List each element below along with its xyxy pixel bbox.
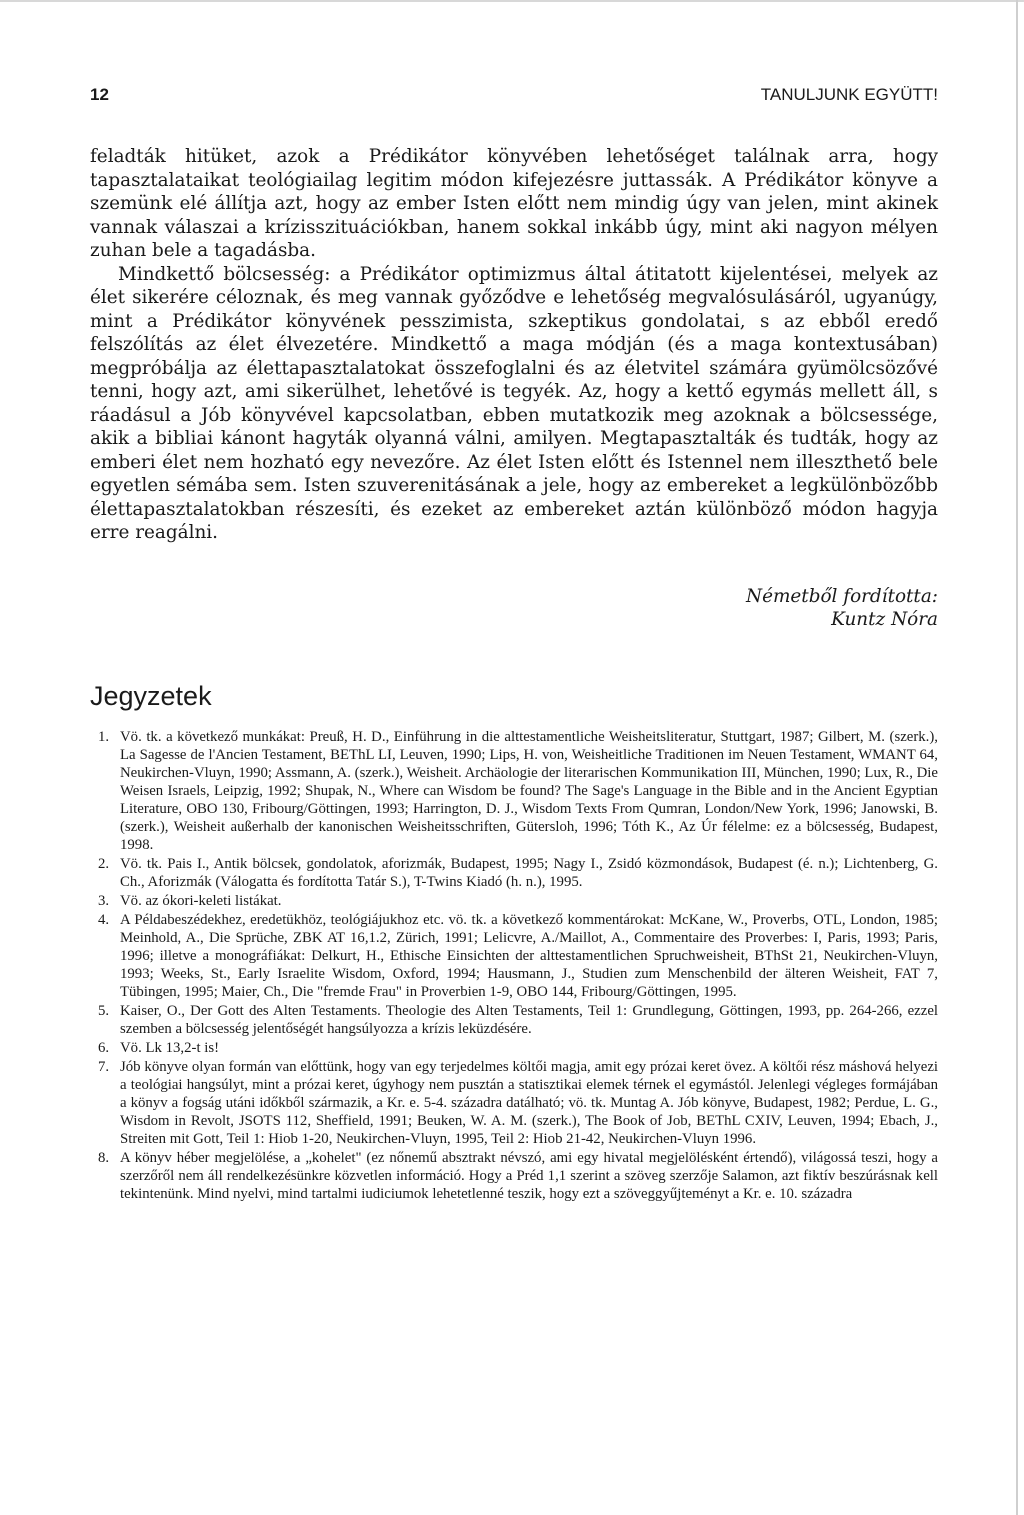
note-number: 5. [98,1002,110,1019]
notes-heading: Jegyzetek [90,680,212,711]
note-text: Kaiser, O., Der Gott des Alten Testaments. Theologie des Alten Testaments, Teil 1: Grundlegung, Göttingen, 1993, pp. 264-266, ezzel szemben a bölcsesség jelentőségét hangsúlyozza a krízis leküzdésére. [120,1002,938,1037]
note-text: Vö. tk. Pais I., Antik bölcsek, gondolatok, aforizmák, Budapest, 1995; Nagy I., Zsidó közmondások, Budapest (é. n.); Lichtenberg, G. Ch., Aforizmák (Válogatta és fordította Tatár S.), T-Twins Kiadó (h. n.), 1995. [120,855,938,890]
translator-label: Németből fordította: [746,585,938,607]
note-text: Vö. Lk 13,2-t is! [120,1039,220,1056]
note-number: 8. [98,1149,110,1166]
note-item [90,1149,938,1203]
note-number: 1. [98,728,110,745]
scan-edge-line [0,0,1024,2]
note-item [90,1002,938,1038]
note-number: 2. [98,855,110,872]
note-text: Vö. tk. a következő munkákat: Preuß, H. D., Einführung in die alttestamentliche Weisheitsliteratur, Stuttgart, 1987; Gilbert, M. (szerk.), La Sagesse de l'Ancien Testament, BEThL LI, Leuven, 1990; Lips, H. von, Weisheitliche Traditionen im Neuen Testament, WMANT 64, Neukirchen-Vluyn, 1990; Assmann, A. (szerk.), Weisheit. Archäologie der literarischen Kommunikation III, München, 1990; Lux, R., Die Weisen Israels, Leipzig, 1992; Shupak, N., Where can Wisdom be found? The Sage's Language in the Bible and in the Ancient Egyptian Literature, OBO 130, Fribourg/Göttingen, 1993; Harrington, D. J., Wisdom Texts From Qumran, London/New York, 1996; Janowski, B. (szerk.), Weisheit außerhalb der kanonischen Weisheitsschriften, Gütersloh, 1996; Tóth K., Az Úr félelme: ez a bölcsesség, Budapest, 1998. [120,728,938,853]
note-item [90,1058,938,1148]
note-item [90,892,938,910]
notes-list [90,728,938,1203]
body-text [90,145,938,545]
note-item [90,728,938,854]
note-item [90,855,938,891]
note-number: 4. [98,911,110,928]
note-item [90,1039,938,1057]
running-title: TANULJUNK EGYÜTT! [760,85,938,104]
note-text: Vö. az ókori-keleti listákat. [120,892,282,909]
note-number: 7. [98,1058,110,1075]
note-number: 3. [98,892,110,909]
page [90,85,938,1204]
translator-credit [90,585,938,631]
paragraph: Mindkettő bölcsesség: a Prédikátor optimizmus által átitatott kijelentései, melyek az élet sikerére céloznak, és meg vannak győződve e lehetőség megvalósulásáról, ugyanúgy, mint a Prédikátor könyvének pesszimista, szkeptikus gondolatai, s az ebből eredő felszólítás az élet élvezetére. Mindkettő a maga módján (és a maga kontextusában) megpróbálja az élettapasztalatokat összefoglalni és az életvitel számára gyümölcsözővé tenni, hogy azt, ami sikerülhet, lehetővé is tegyék. Az, hogy a kettő egymás mellett áll, s ráadásul a Jób könyvével kapcsolatban, ebben mutatkozik meg azoknak a bölcsessége, akik a bibliai kánont hagyták olyanná válni, amilyen. Megtapasztalták és tudták, hogy az emberi élet nem hozható egy nevezőre. Az élet Isten előtt és Istennel nem illeszthető bele egyetlen sémába sem. Isten szuverenitásának a jele, hogy az embereket a legkülönbözőbb élettapasztalatokban részesíti, és ezeket az embereket aztán különböző módon hagyja erre reagálni. [90,263,938,543]
page-number: 12 [90,85,109,104]
page-edge-shadow [1016,0,1018,1515]
note-item [90,911,938,1001]
running-header [90,85,938,105]
note-text: Jób könyve olyan formán van előttünk, hogy van egy terjedelmes költői magja, amit egy prózai keret övez. A költői rész máshová helyezi a teológiai hangsúlyt, mint a prózai keret, úgyhogy nem pusztán a statisztikai elemek térnek el egymástól. Jelenlegi végleges formájában a könyv a fogság utáni időkből származik, a Kr. e. 5-4. századra datálható; vö. tk. Muntag A. Jób könyve, Budapest, 1982; Perdue, L. G., Wisdom in Revolt, JSOTS 112, Sheffield, 1991; Beuken, W. A. M. (szerk.), The Book of Job, BEThL CXIV, Leuven, 1994; Ebach, J., Streiten mit Gott, Teil 1: Hiob 1-20, Neukirchen-Vluyn, 1995, Teil 2: Hiob 21-42, Neukirchen-Vluyn 1996. [120,1058,938,1147]
paragraph: feladták hitüket, azok a Prédikátor könyvében lehetőséget találnak arra, hogy tapasztalataikat teológiailag legitim módon kifejezésre juttassák. A Prédikátor könyve a szemünk elé állítja azt, hogy az ember Isten előtt nem mindig úgy van jelen, mint akinek vannak válaszai a krízisszituációkban, hanem sokkal inkább úgy, mint aki nagyon mélyen zuhan bele a tagadásba. [90,146,938,261]
translator-name: Kuntz Nóra [831,608,938,630]
note-text: A Példabeszédekhez, eredetükhöz, teológiájukhoz etc. vö. tk. a következő kommentárokat: McKane, W., Proverbs, OTL, London, 1985; Meinhold, A., Die Sprüche, ZBK AT 16,1.2, Zürich, 1991; Lelicvre, A./Maillot, A., Commentaire des Proverbes: I, Paris, 1993; Paris, 1996; illetve a monográfiákat: Delkurt, H., Ethische Einsichten der alttestamentlichen Spruchweisheit, BThSt 21, Neukirchen-Vluyn, 1993; Weeks, St., Early Israelite Wisdom, Oxford, 1994; Hausmann, J., Studien zum Menschenbild der älteren Weisheit, FAT 7, Tübingen, 1995; Maier, Ch., Die "fremde Frau" in Proverbien 1-9, OBO 144, Fribourg/Göttingen, 1995. [120,911,938,1000]
note-number: 6. [98,1039,110,1056]
note-text: A könyv héber megjelölése, a „kohelet" (ez nőnemű absztrakt névszó, ami egy hivatal megjelölésként értendő), világossá teszi, hogy a szerzőről nem áll rendelkezésünkre közvetlen információ. Hogy a Préd 1,1 szerint a szöveg szerzője Salamon, azt fiktív beszúrásnak kell tekintenünk. Mind nyelvi, mind tartalmi iudiciumok lehetetlenné teszik, hogy ezt a szöveggyűjteményt a Kr. e. 10. századra [120,1149,938,1202]
